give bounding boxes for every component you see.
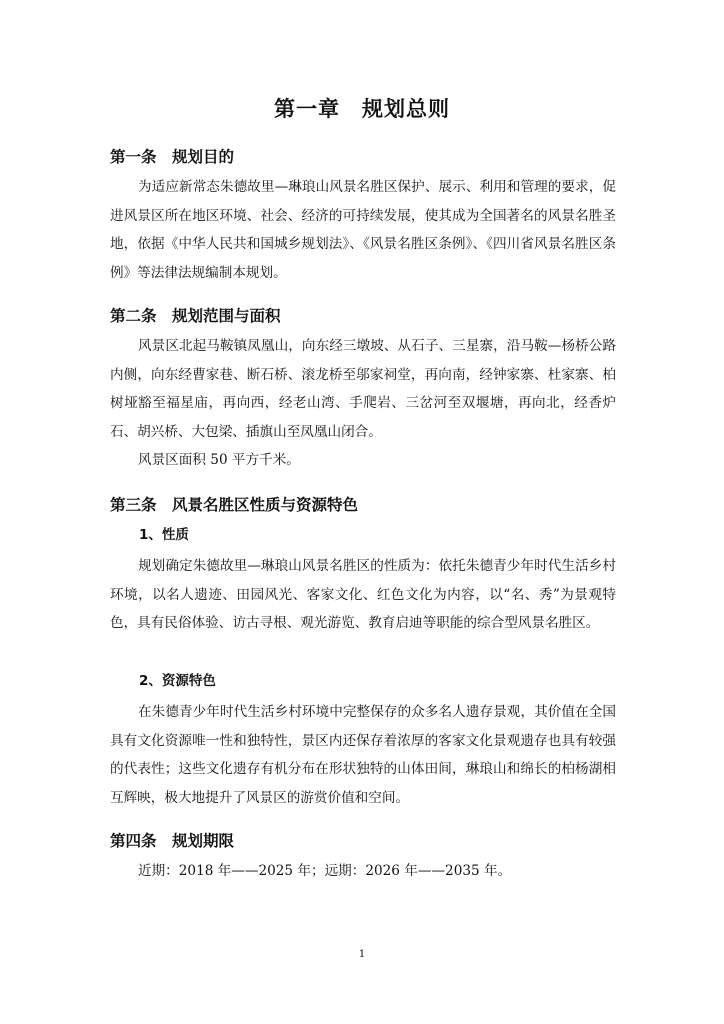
article-4-paragraph-1: 近期：2018 年——2025 年；远期：2026 年——2035 年。 bbox=[138, 863, 512, 879]
article-3-paragraph-2: 在朱德青少年时代生活乡村环境中完整保存的众多名人遗存景观，其价值在全国具有文化资源唯一性和独特性，景区内还保存着浓厚的客家文化景观遗存也具有较强的代表性；这些文化遗存有机分布在形状独特的山体田间，琳琅山和绵长的柏杨湖相互辉映，极大地提升了风景区的游赏价值和空间。 bbox=[110, 704, 616, 806]
article-3-heading: 第三条 风景名胜区性质与资源特色 bbox=[110, 496, 359, 514]
article-3-subheading-2: 2、资源特色 bbox=[139, 673, 216, 689]
article-3-paragraph-1: 规划确定朱德故里—琳琅山风景名胜区的性质为：依托朱德青少年时代生活乡村环境，以名人遗迹、田园风光、客家文化、红色文化为内容，以“名、秀”为景观特色，具有民俗体验、访古寻根、观光游览、教育启迪等职能的综合型风景名胜区。 bbox=[110, 558, 616, 632]
chapter-title: 第一章 规划总则 bbox=[274, 97, 450, 121]
article-1-heading: 第一条 规划目的 bbox=[110, 148, 235, 166]
article-1-paragraph-1: 为适应新常态朱德故里—琳琅山风景名胜区保护、展示、利用和管理的要求，促进风景区所在地区环境、社会、经济的可持续发展，使其成为全国著名的风景名胜圣地，依据《中华人民共和国城乡规划法》、《风景名胜区条例》、《四川省风景名胜区条例》等法律法规编制本规划。 bbox=[110, 179, 616, 281]
article-4-heading: 第四条 规划期限 bbox=[110, 832, 235, 850]
article-3-subheading-1: 1、性质 bbox=[139, 527, 189, 543]
page-number: 1 bbox=[358, 949, 366, 960]
article-2-paragraph-1: 风景区北起马鞍镇凤凰山，向东经三墩坡、从石子、三星寨，沿马鞍—杨桥公路内侧，向东经曹家巷、断石桥、滚龙桥至邬家祠堂，再向南，经钟家寨、杜家寨、柏树垭豁至福星庙，再向西，经老山湾、手爬岩、三岔河至双堰塘，再向北，经香炉石、胡兴桥、大包梁、插旗山至凤凰山闭合。 bbox=[110, 338, 616, 440]
article-2-heading: 第二条 规划范围与面积 bbox=[110, 307, 281, 325]
article-2-paragraph-2: 风景区面积 50 平方千米。 bbox=[138, 452, 300, 468]
